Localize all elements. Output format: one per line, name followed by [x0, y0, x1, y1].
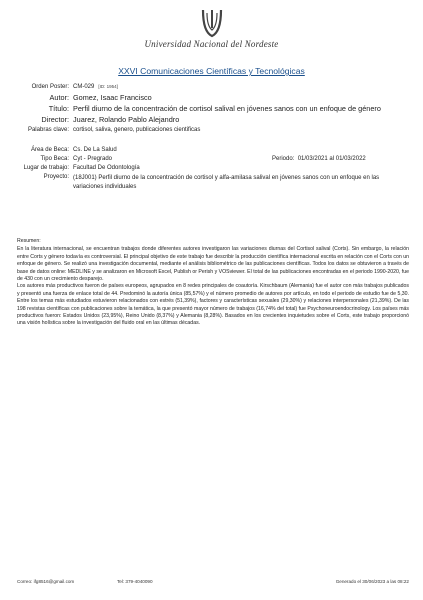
- area-beca-label: Área de Beca:: [30, 147, 69, 153]
- palabras-clave-label: Palabras clave:: [27, 127, 69, 133]
- area-beca-value: Cs. De La Salud: [73, 147, 117, 153]
- periodo-value: 01/03/2021 al 01/03/2022: [297, 156, 366, 162]
- orden-poster-label: Orden Poster:: [31, 84, 69, 90]
- footer-correo: Correo: ifg8516@gmail.com: [17, 579, 75, 584]
- tipo-beca-label: Tipo Beca:: [40, 156, 69, 162]
- abstract-heading: Resumen:: [17, 238, 41, 244]
- event-title: XXVI Comunicaciones Científicas y Tecnológicas: [118, 66, 305, 76]
- titulo-label: Título:: [48, 104, 69, 113]
- tipo-beca-value: Cyt - Pregrado: [73, 156, 113, 162]
- abstract-section: [17, 238, 409, 328]
- lugar-trabajo-value: Facultad De Odontología: [73, 165, 140, 171]
- director-value: Juarez, Rolando Pablo Alejandro: [73, 115, 180, 124]
- director-label: Director:: [41, 115, 69, 124]
- abstract-paragraph: Los autores más productivos fueron de países europeos, agrupados en 8 redes principales de coautoría. Kirschbaum (Alemania) fue el autor con más trabajos publicados y presentó una fuerza de enlace total de 44. Predominó la autoría única (85,57%) y el número promedio de autores por artículo, en todo el periodo de estudio fue de 5,30. Entre los temas más estudiados estuvieron relacionados con estrés (51,39%), factores y características sexuales (29,30%) y relaciones interpersonales (21,39%). De las 198 revistas científicas con publicaciones sobre la temática, la que presentó mayor número de trabajos (16,74% del total) fue Psychoneuroendocrinology. Los países más productivos fueron: Estados Unidos (23,95%), Reino Unido (8,37%) y Alemania (8,28%). Basados en los crecientes inquietudes sobre el Corts, este trabajo proporcionó una visión holística sobre la investigación del fluido oral en las últimas décadas.: [17, 283, 409, 327]
- periodo-label: Periodo:: [272, 156, 295, 162]
- university-header: [0, 8, 423, 49]
- orden-poster-value: [73, 84, 118, 90]
- orden-poster-id: [ID: 1954]: [98, 84, 118, 89]
- palabras-clave-value: cortisol, saliva, genero, publicaciones cientificas: [73, 127, 201, 133]
- university-logo-icon: [201, 8, 223, 38]
- proyecto-value: (18J001) Perfil diurno de la concentración de cortisol y alfa-amilasa salival en jóvenes sanos con un enfoque en las variaciones individuales: [73, 175, 380, 190]
- abstract-paragraph: En la literatura internacional, se encuentran trabajos donde diferentes autores investigaron las variaciones diurnas del Cortisol salival (Corts). Sin embargo, la relación entre Corts y género todavía es controversial. El principal objetivo de este trabajo fue describir la producción científica internacional escrita en relación con el Corts con un enfoque de género. Se realizó una investigación documental, mediante el análisis bibliométrico de las publicaciones científicas. Todos los datos se obtuvieron a través de base de datos online: MEDLINE y se analizaron en Microsoft Excel, Publish or Perish y VOSviewer. El total de las publicaciones encontradas en el periodo 1990-2020, fue de 430 con un crecimiento desparejo.: [17, 246, 409, 283]
- periodo: [272, 156, 366, 162]
- lugar-trabajo-label: Lugar de trabajo:: [23, 165, 69, 171]
- footer-tel: Tel: 379-4040090: [117, 579, 153, 584]
- titulo-value: Perfil diurno de la concentración de cortisol salival en jóvenes sanos con un enfoque de género: [73, 104, 381, 113]
- orden-poster-code: CM-029: [73, 84, 95, 90]
- autor-label: Autor:: [49, 93, 69, 102]
- proyecto-label: Proyecto:: [43, 174, 69, 180]
- autor-value: Gomez, Isaac Francisco: [73, 93, 152, 102]
- university-name: Universidad Nacional del Nordeste: [144, 39, 279, 49]
- footer-generado: Generado el 30/06/2023 a las 08:22: [335, 579, 409, 584]
